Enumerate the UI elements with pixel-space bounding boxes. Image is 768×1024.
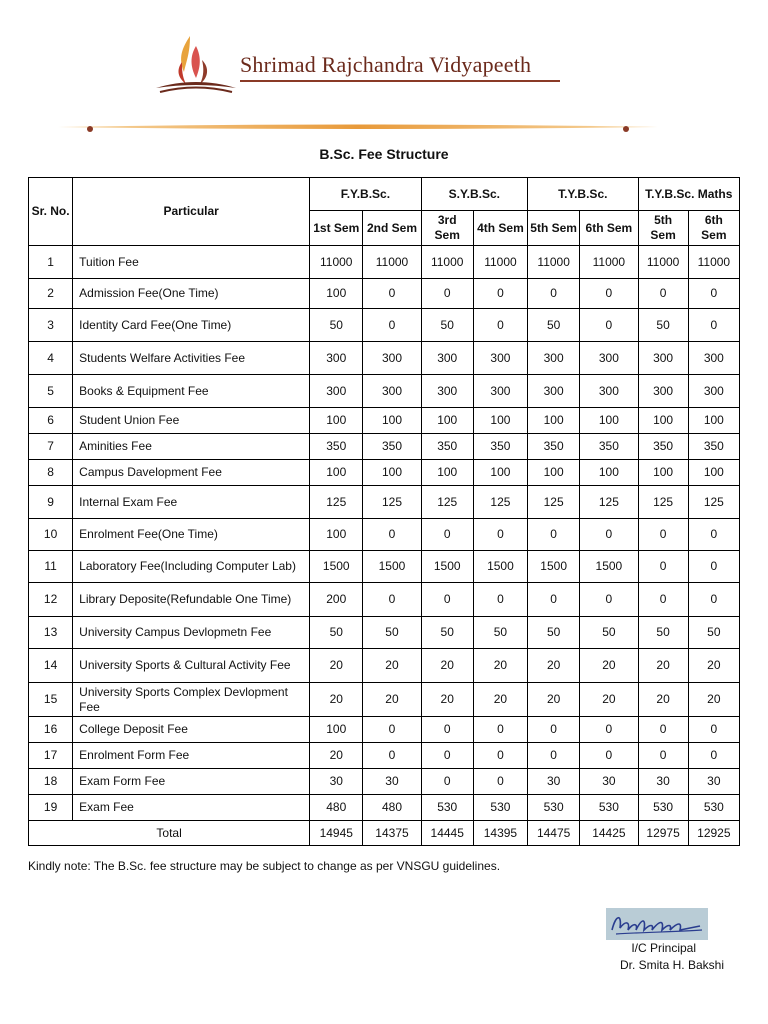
fee-structure-table [28, 177, 740, 846]
fee-cell: 0 [528, 583, 580, 617]
fee-cell: 0 [473, 717, 527, 743]
sr-no-cell: 16 [29, 717, 73, 743]
fee-cell: 100 [310, 717, 363, 743]
fee-cell: 100 [688, 460, 739, 486]
fee-cell: 0 [688, 519, 739, 551]
fee-cell: 300 [528, 375, 580, 408]
particular-cell: Campus Davelopment Fee [73, 460, 310, 486]
fee-cell: 1500 [421, 551, 473, 583]
sr-no-cell: 7 [29, 434, 73, 460]
fee-cell: 100 [310, 460, 363, 486]
fee-cell: 100 [421, 460, 473, 486]
fee-cell: 300 [638, 375, 688, 408]
fee-cell: 50 [310, 617, 363, 649]
fee-cell: 0 [421, 769, 473, 795]
table-row [29, 583, 740, 617]
handwritten-signature-image [606, 908, 708, 940]
fee-cell: 350 [421, 434, 473, 460]
fee-cell: 0 [688, 309, 739, 342]
sr-no-cell: 17 [29, 743, 73, 769]
fee-cell: 125 [473, 486, 527, 519]
particular-cell: Library Deposite(Refundable One Time) [73, 583, 310, 617]
fee-cell: 50 [688, 617, 739, 649]
fee-cell: 11000 [528, 246, 580, 279]
fee-cell: 125 [421, 486, 473, 519]
sr-no-cell: 10 [29, 519, 73, 551]
fee-cell: 20 [580, 683, 638, 717]
table-row [29, 519, 740, 551]
fee-cell: 350 [363, 434, 421, 460]
fee-cell: 125 [688, 486, 739, 519]
group-header-fybsc: F.Y.B.Sc. [310, 178, 421, 211]
fee-cell: 0 [638, 279, 688, 309]
fee-cell: 0 [638, 743, 688, 769]
signatory-title: I/C Principal [631, 941, 696, 955]
fee-cell: 300 [363, 375, 421, 408]
fee-cell: 20 [473, 683, 527, 717]
fee-cell: 530 [638, 795, 688, 821]
fee-cell: 50 [580, 617, 638, 649]
fee-cell: 125 [363, 486, 421, 519]
fee-cell: 125 [580, 486, 638, 519]
fee-cell: 480 [363, 795, 421, 821]
fee-cell: 30 [580, 769, 638, 795]
fee-cell: 300 [580, 342, 638, 375]
particular-cell: College Deposit Fee [73, 717, 310, 743]
fee-cell: 100 [528, 460, 580, 486]
fee-cell: 0 [363, 743, 421, 769]
fee-cell: 11000 [580, 246, 638, 279]
particular-cell: Enrolment Fee(One Time) [73, 519, 310, 551]
table-row [29, 434, 740, 460]
fee-cell: 20 [528, 649, 580, 683]
fee-cell: 0 [363, 279, 421, 309]
fee-cell: 20 [688, 683, 739, 717]
fee-cell: 20 [310, 683, 363, 717]
particular-cell: Exam Form Fee [73, 769, 310, 795]
table-row [29, 375, 740, 408]
fee-cell: 1500 [363, 551, 421, 583]
fee-cell: 0 [421, 583, 473, 617]
fee-cell: 300 [363, 342, 421, 375]
particular-cell: University Campus Devlopmetn Fee [73, 617, 310, 649]
particular-cell: Students Welfare Activities Fee [73, 342, 310, 375]
fee-cell: 125 [310, 486, 363, 519]
fee-cell: 300 [638, 342, 688, 375]
fee-cell: 0 [528, 743, 580, 769]
flame-diya-logo-icon [152, 32, 240, 98]
fee-cell: 1500 [310, 551, 363, 583]
fee-cell: 0 [638, 717, 688, 743]
sr-no-cell: 2 [29, 279, 73, 309]
sr-no-cell: 13 [29, 617, 73, 649]
particular-cell: Tuition Fee [73, 246, 310, 279]
group-header-sybsc: S.Y.B.Sc. [421, 178, 527, 211]
particular-cell: Aminities Fee [73, 434, 310, 460]
fee-cell: 0 [528, 717, 580, 743]
fee-cell: 50 [310, 309, 363, 342]
fee-cell: 50 [363, 617, 421, 649]
fee-cell: 0 [688, 583, 739, 617]
fee-cell: 100 [580, 460, 638, 486]
fee-cell: 11000 [473, 246, 527, 279]
fee-cell: 0 [363, 309, 421, 342]
fee-cell: 0 [580, 583, 638, 617]
fee-cell: 1500 [580, 551, 638, 583]
col-header-sr-no: Sr. No. [29, 178, 73, 246]
sr-no-cell: 3 [29, 309, 73, 342]
fee-cell: 0 [528, 519, 580, 551]
col-header-particular: Particular [73, 178, 310, 246]
fee-cell: 30 [688, 769, 739, 795]
fee-cell: 0 [473, 769, 527, 795]
fee-cell: 0 [473, 309, 527, 342]
fee-cell: 300 [473, 342, 527, 375]
fee-cell: 20 [421, 683, 473, 717]
fee-cell: 0 [363, 583, 421, 617]
fee-cell: 11000 [421, 246, 473, 279]
fee-cell: 0 [580, 279, 638, 309]
fee-cell: 530 [421, 795, 473, 821]
particular-cell: University Sports & Cultural Activity Fee [73, 649, 310, 683]
sr-no-cell: 18 [29, 769, 73, 795]
sr-no-cell: 8 [29, 460, 73, 486]
fee-cell: 0 [528, 279, 580, 309]
letterhead [0, 0, 768, 140]
fee-cell: 0 [421, 717, 473, 743]
fee-cell: 0 [580, 309, 638, 342]
fee-cell: 350 [310, 434, 363, 460]
fee-cell: 0 [363, 519, 421, 551]
table-row [29, 486, 740, 519]
particular-cell: Laboratory Fee(Including Computer Lab) [73, 551, 310, 583]
sem-header: 4th Sem [473, 211, 527, 246]
fee-cell: 1500 [528, 551, 580, 583]
total-cell: 12925 [688, 821, 739, 846]
group-header-tybsc: T.Y.B.Sc. [528, 178, 638, 211]
fee-cell: 20 [473, 649, 527, 683]
fee-cell: 20 [363, 683, 421, 717]
fee-cell: 100 [638, 408, 688, 434]
total-cell: 14475 [528, 821, 580, 846]
fee-cell: 0 [688, 279, 739, 309]
table-row [29, 649, 740, 683]
table-row [29, 246, 740, 279]
table-row [29, 342, 740, 375]
group-header-tybsc-maths: T.Y.B.Sc. Maths [638, 178, 740, 211]
fee-cell: 11000 [688, 246, 739, 279]
sr-no-cell: 11 [29, 551, 73, 583]
sr-no-cell: 19 [29, 795, 73, 821]
table-row [29, 309, 740, 342]
fee-cell: 300 [310, 342, 363, 375]
signatory-name: Dr. Smita H. Bakshi [619, 958, 724, 972]
sem-header: 6th Sem [580, 211, 638, 246]
sr-no-cell: 6 [29, 408, 73, 434]
fee-cell: 20 [310, 649, 363, 683]
table-row [29, 743, 740, 769]
sem-header: 6th Sem [688, 211, 739, 246]
fee-cell: 0 [421, 743, 473, 769]
fee-cell: 100 [688, 408, 739, 434]
fee-cell: 350 [473, 434, 527, 460]
fee-cell: 300 [688, 375, 739, 408]
fee-cell: 100 [580, 408, 638, 434]
total-cell: 14425 [580, 821, 638, 846]
fee-cell: 0 [363, 717, 421, 743]
fee-rows [29, 246, 740, 821]
fee-cell: 0 [580, 717, 638, 743]
table-row [29, 617, 740, 649]
total-cell: 14395 [473, 821, 527, 846]
document-title: B.Sc. Fee Structure [319, 146, 449, 162]
fee-cell: 100 [473, 460, 527, 486]
total-cell: 12975 [638, 821, 688, 846]
fee-cell: 30 [310, 769, 363, 795]
fee-cell: 30 [363, 769, 421, 795]
particular-cell: Exam Fee [73, 795, 310, 821]
fee-cell: 300 [528, 342, 580, 375]
fee-cell: 0 [580, 743, 638, 769]
fee-cell: 11000 [638, 246, 688, 279]
fee-cell: 300 [421, 375, 473, 408]
fee-cell: 50 [528, 309, 580, 342]
institution-name: Shrimad Rajchandra Vidyapeeth [240, 52, 532, 77]
fee-cell: 300 [310, 375, 363, 408]
fee-cell: 530 [528, 795, 580, 821]
fee-cell: 50 [421, 309, 473, 342]
fee-cell: 350 [528, 434, 580, 460]
fee-cell: 300 [421, 342, 473, 375]
fee-cell: 0 [688, 551, 739, 583]
fee-cell: 530 [580, 795, 638, 821]
particular-cell: Books & Equipment Fee [73, 375, 310, 408]
total-cell: 14375 [363, 821, 421, 846]
fee-cell: 50 [638, 309, 688, 342]
fee-cell: 350 [638, 434, 688, 460]
fee-cell: 0 [638, 583, 688, 617]
fee-cell: 100 [310, 408, 363, 434]
particular-cell: Identity Card Fee(One Time) [73, 309, 310, 342]
total-cell: 14945 [310, 821, 363, 846]
total-cell: 14445 [421, 821, 473, 846]
fee-cell: 300 [473, 375, 527, 408]
sr-no-cell: 5 [29, 375, 73, 408]
fee-cell: 0 [638, 519, 688, 551]
fee-cell: 20 [528, 683, 580, 717]
fee-cell: 100 [473, 408, 527, 434]
fee-cell: 20 [688, 649, 739, 683]
fee-cell: 20 [638, 649, 688, 683]
fee-cell: 480 [310, 795, 363, 821]
fee-cell: 1500 [473, 551, 527, 583]
fee-cell: 0 [580, 519, 638, 551]
total-row [29, 821, 740, 846]
table-row [29, 795, 740, 821]
title-underline [240, 80, 560, 82]
particular-cell: Admission Fee(One Time) [73, 279, 310, 309]
fee-cell: 20 [421, 649, 473, 683]
fee-cell: 50 [638, 617, 688, 649]
table-row [29, 460, 740, 486]
particular-cell: Internal Exam Fee [73, 486, 310, 519]
fee-cell: 20 [638, 683, 688, 717]
fee-cell: 0 [473, 279, 527, 309]
fee-cell: 100 [638, 460, 688, 486]
fee-cell: 11000 [363, 246, 421, 279]
sr-no-cell: 15 [29, 683, 73, 717]
fee-cell: 530 [688, 795, 739, 821]
fee-cell: 200 [310, 583, 363, 617]
fee-cell: 0 [473, 519, 527, 551]
fee-cell: 20 [310, 743, 363, 769]
fee-cell: 125 [638, 486, 688, 519]
fee-cell: 530 [473, 795, 527, 821]
sem-header: 2nd Sem [363, 211, 421, 246]
fee-cell: 0 [473, 583, 527, 617]
sem-header: 5th Sem [638, 211, 688, 246]
sr-no-cell: 14 [29, 649, 73, 683]
particular-cell: Enrolment Form Fee [73, 743, 310, 769]
fee-cell: 300 [580, 375, 638, 408]
fee-cell: 300 [688, 342, 739, 375]
fee-cell: 100 [528, 408, 580, 434]
fee-cell: 11000 [310, 246, 363, 279]
fee-cell: 100 [421, 408, 473, 434]
sem-header: 1st Sem [310, 211, 363, 246]
sem-header: 5th Sem [528, 211, 580, 246]
sr-no-cell: 12 [29, 583, 73, 617]
table-row [29, 769, 740, 795]
fee-cell: 125 [528, 486, 580, 519]
disclaimer-note: Kindly note: The B.Sc. fee structure may be subject to change as per VNSGU guidelines. [28, 859, 501, 873]
fee-cell: 350 [688, 434, 739, 460]
table-row [29, 683, 740, 717]
sr-no-cell: 1 [29, 246, 73, 279]
table-row [29, 717, 740, 743]
fee-cell: 0 [421, 519, 473, 551]
fee-cell: 50 [528, 617, 580, 649]
particular-cell: University Sports Complex Devlopment Fee [73, 683, 310, 717]
fee-cell: 0 [638, 551, 688, 583]
table-row [29, 279, 740, 309]
fee-cell: 0 [473, 743, 527, 769]
fee-cell: 50 [421, 617, 473, 649]
particular-cell: Student Union Fee [73, 408, 310, 434]
fee-cell: 100 [363, 408, 421, 434]
fee-cell: 0 [688, 717, 739, 743]
fee-cell: 350 [580, 434, 638, 460]
fee-cell: 20 [363, 649, 421, 683]
fee-cell: 30 [638, 769, 688, 795]
total-label: Total [29, 821, 310, 846]
fee-cell: 100 [310, 519, 363, 551]
fee-cell: 100 [363, 460, 421, 486]
decorative-divider [58, 120, 658, 134]
table-row [29, 408, 740, 434]
sr-no-cell: 9 [29, 486, 73, 519]
sem-header: 3rd Sem [421, 211, 473, 246]
table-row [29, 551, 740, 583]
fee-cell: 0 [688, 743, 739, 769]
fee-cell: 50 [473, 617, 527, 649]
fee-cell: 100 [310, 279, 363, 309]
fee-cell: 30 [528, 769, 580, 795]
fee-cell: 0 [421, 279, 473, 309]
sr-no-cell: 4 [29, 342, 73, 375]
fee-cell: 20 [580, 649, 638, 683]
